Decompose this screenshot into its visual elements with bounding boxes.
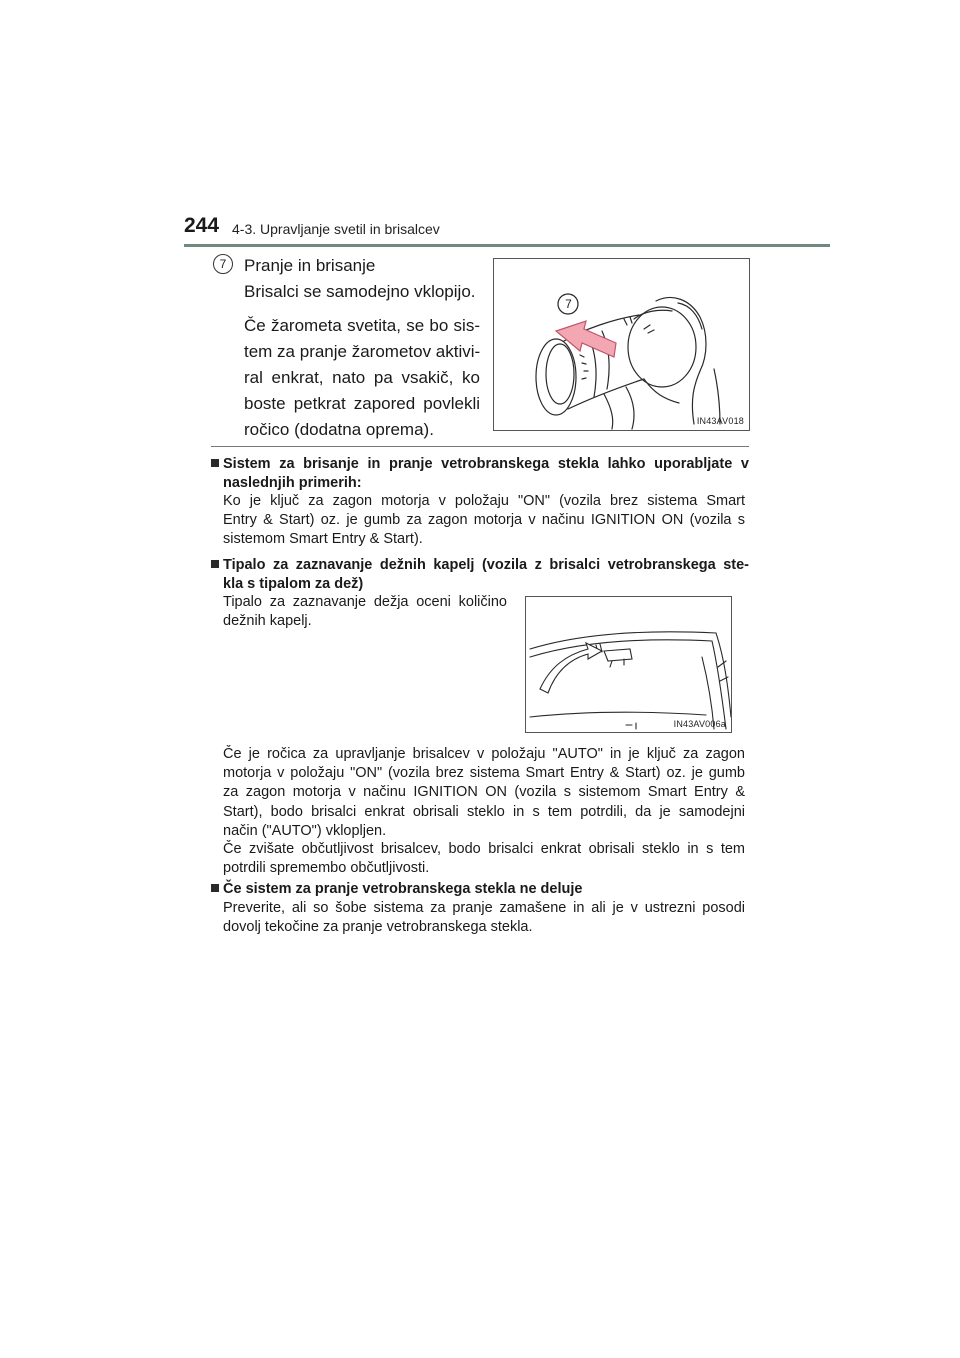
note-heading-line: naslednjih primerih: bbox=[223, 475, 362, 491]
note-body-line: dovolj tekočine za pranje vetrobranskega stekla. bbox=[223, 919, 533, 936]
note-intro bbox=[223, 593, 507, 631]
note-body-line: sistemom Smart Entry & Start). bbox=[223, 531, 423, 548]
step-line: Brisalci se samodejno vklopijo. bbox=[244, 282, 476, 301]
figure-code: IN43AV006a bbox=[673, 719, 726, 729]
curved-arrow-icon bbox=[540, 643, 602, 693]
step-para-line: tem za pranje žarometov aktivi- bbox=[244, 342, 480, 361]
wiper-lever-illustration bbox=[493, 258, 750, 431]
bullet-square-icon bbox=[211, 884, 219, 892]
note-heading-line: Če sistem za pranje vetrobranskega stekla ne deluje bbox=[211, 880, 749, 899]
note-body-line: Start), bodo brisalci enkrat obrisali steklo in s tem potrdili, da je samodejni bbox=[223, 803, 745, 820]
header-rule bbox=[184, 244, 830, 247]
step-para-line: ral enkrat, nato pa vsakič, ko bbox=[244, 368, 480, 387]
figure-callout: 7 bbox=[565, 297, 572, 311]
note-body-line: Entry & Start) oz. je gumb za zagon motorja v načinu IGNITION ON (vozila s bbox=[223, 512, 745, 529]
note-body-line: potrdili spremembo občutljivosti. bbox=[223, 860, 430, 877]
note-body-line: za zagon motorja v načinu IGNITION ON (vozila s sistemom Smart Entry & bbox=[223, 784, 745, 801]
step-para-line: Če žarometa svetita, se bo sis- bbox=[244, 316, 480, 335]
step-block bbox=[244, 253, 480, 443]
step-number-badge: 7 bbox=[213, 254, 233, 274]
rain-sensor-drawing bbox=[526, 597, 731, 732]
note-body-line: Če zvišate občutljivost brisalcev, bodo brisalci enkrat obrisali steklo in s tem bbox=[223, 841, 745, 857]
note-paragraph bbox=[223, 840, 745, 878]
note-heading-line: Tipalo za zaznavanje dežnih kapelj (vozila z brisalci vetrobranskega ste- bbox=[211, 556, 749, 575]
note-body-line: način ("AUTO") vklopljen. bbox=[223, 822, 387, 839]
wiper-lever-drawing bbox=[494, 259, 749, 430]
step-paragraph bbox=[244, 313, 480, 443]
page-number: 244 bbox=[184, 214, 220, 237]
bullet-square-icon bbox=[211, 560, 219, 568]
section-divider bbox=[211, 446, 749, 447]
note-heading-line: kla s tipalom za dež) bbox=[223, 576, 364, 592]
step-title: Pranje in brisanje bbox=[244, 256, 376, 275]
note-body-line: Ko je ključ za zagon motorja v položaju "ON" (vozila brez sistema Smart bbox=[223, 493, 745, 509]
step-para-line: boste petkrat zapored povlekli bbox=[244, 394, 480, 413]
note-body bbox=[223, 492, 745, 550]
note-paragraph bbox=[223, 745, 745, 841]
note-body bbox=[223, 899, 745, 937]
note-heading bbox=[211, 455, 749, 493]
pull-arrow-icon bbox=[556, 321, 616, 357]
note-heading bbox=[211, 556, 749, 594]
note-body-line: motorja v položaju "ON" (vozila brez sistema Smart Entry & Start) oz. je gumb bbox=[223, 765, 745, 782]
note-body-line: Če je ročica za upravljanje brisalcev v položaju "AUTO" in je ključ za zagon bbox=[223, 746, 745, 762]
note-heading bbox=[211, 880, 749, 899]
note-body-line: dežnih kapelj. bbox=[223, 613, 312, 630]
section-title: 4-3. Upravljanje svetil in brisalcev bbox=[232, 221, 440, 237]
note-body-line: Preverite, ali so šobe sistema za pranje zamašene in ali je v ustrezni posodi bbox=[223, 900, 745, 916]
step-para-line: ročico (dodatna oprema). bbox=[244, 420, 434, 439]
note-heading-line: Sistem za brisanje in pranje vetrobranskega stekla lahko uporabljate v bbox=[211, 455, 749, 474]
figure-code: IN43AV018 bbox=[696, 416, 744, 426]
bullet-square-icon bbox=[211, 459, 219, 467]
note-body-line: Tipalo za zaznavanje dežja oceni količino bbox=[223, 594, 507, 610]
rain-sensor-illustration bbox=[525, 596, 732, 733]
